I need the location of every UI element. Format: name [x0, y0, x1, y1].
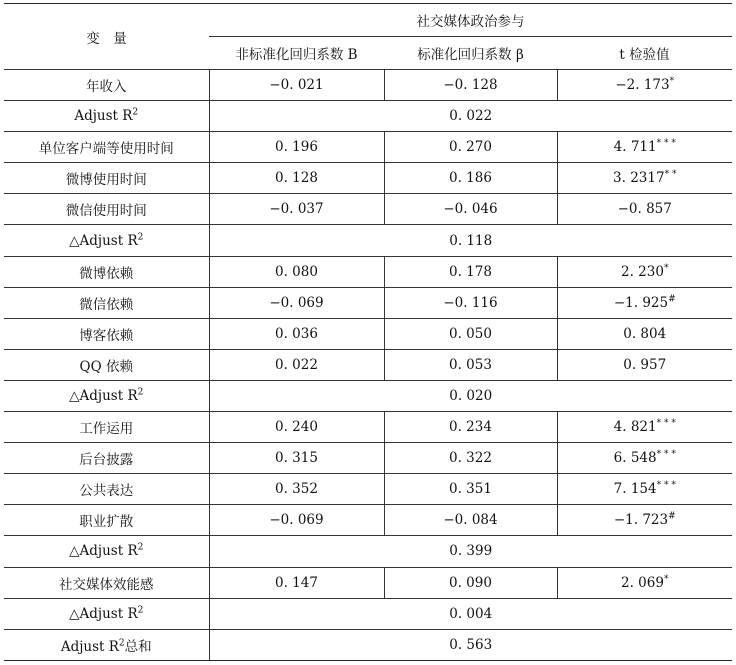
cell-b: 0. 022 [209, 349, 384, 380]
cell-t: 0. 804 [557, 318, 732, 349]
table-row [4, 380, 732, 411]
row-label: 职业扩散 [4, 505, 209, 536]
row-label: 微信依赖 [4, 287, 209, 318]
cell-b: −0. 021 [209, 70, 384, 101]
cell-t: −1. 723# [557, 505, 732, 536]
cell-b: −0. 069 [209, 287, 384, 318]
significance-mark: # [668, 294, 676, 305]
cell-beta: −0. 046 [384, 194, 557, 225]
cell-beta: 0. 050 [384, 318, 557, 349]
superscript: 2 [137, 542, 144, 553]
significance-mark: * * [664, 169, 677, 180]
row-label: 年收入 [4, 70, 209, 101]
row-label: 微博使用时间 [4, 163, 209, 194]
table-row [4, 629, 732, 660]
superscript: 2 [132, 107, 139, 118]
significance-mark: * * * [656, 449, 676, 460]
cell-t: 4. 711* * * [557, 132, 732, 163]
header-col-t: t 检验值 [557, 37, 732, 70]
header-group: 社交媒体政治参与 [209, 4, 732, 37]
cell-t: 2. 230* [557, 256, 732, 287]
merged-value: 0. 022 [209, 101, 732, 132]
row-label: QQ 依赖 [4, 349, 209, 380]
cell-beta: 0. 090 [384, 567, 557, 598]
row-label: △Adjust $R^2$ [4, 598, 209, 629]
cell-t: 2. 069* [557, 567, 732, 598]
cell-beta: 0. 270 [384, 132, 557, 163]
table-body [4, 70, 732, 661]
header-variable: 变 量 [4, 4, 209, 70]
row-label: 后台披露 [4, 443, 209, 474]
merged-value: 0. 118 [209, 225, 732, 256]
cell-t: −1. 925# [557, 287, 732, 318]
row-label: 博客依赖 [4, 318, 209, 349]
cell-b: −0. 037 [209, 194, 384, 225]
cell-beta: 0. 322 [384, 443, 557, 474]
significance-mark: # [668, 511, 676, 522]
significance-mark: * [669, 76, 675, 87]
table-row [4, 287, 732, 318]
table-row [4, 598, 732, 629]
table-row [4, 567, 732, 598]
superscript: 2 [137, 605, 144, 616]
table-row [4, 443, 732, 474]
header-col-b: 非标准化回归系数 B [209, 37, 384, 70]
table-row [4, 318, 732, 349]
cell-t: 3. 2317* * [557, 163, 732, 194]
merged-value: 0. 563 [209, 629, 732, 660]
row-label: △Adjust $R^2$ [4, 225, 209, 256]
row-label: 单位客户端等使用时间 [4, 132, 209, 163]
row-label: 工作运用 [4, 412, 209, 443]
table-row [4, 101, 732, 132]
significance-mark: * * * [656, 138, 676, 149]
cell-beta: 0. 351 [384, 474, 557, 505]
table-row [4, 349, 732, 380]
cell-beta: 0. 186 [384, 163, 557, 194]
merged-value: 0. 399 [209, 536, 732, 567]
table-row [4, 194, 732, 225]
cell-beta: −0. 084 [384, 505, 557, 536]
superscript: 2 [137, 387, 144, 398]
table-row [4, 256, 732, 287]
superscript: 2 [137, 232, 144, 243]
regression-table [4, 3, 732, 661]
row-label: 微博依赖 [4, 256, 209, 287]
row-label: △Adjust $R^2$ [4, 536, 209, 567]
row-label: 社交媒体效能感 [4, 567, 209, 598]
row-label: Adjust $R^2$总和 [4, 629, 209, 660]
row-label: 微信使用时间 [4, 194, 209, 225]
cell-t: −2. 173* [557, 70, 732, 101]
header-col-beta: 标准化回归系数 β [384, 37, 557, 70]
cell-beta: 0. 053 [384, 349, 557, 380]
cell-b: 0. 128 [209, 163, 384, 194]
cell-b: 0. 240 [209, 412, 384, 443]
cell-b: 0. 196 [209, 132, 384, 163]
table-row [4, 225, 732, 256]
cell-b: 0. 315 [209, 443, 384, 474]
table-row [4, 412, 732, 443]
row-label: Adjust $R^2$ [4, 101, 209, 132]
significance-mark: * [663, 263, 669, 274]
table-row [4, 505, 732, 536]
table-row [4, 474, 732, 505]
superscript: 2 [118, 638, 125, 649]
cell-b: 0. 080 [209, 256, 384, 287]
row-label: △Adjust $R^2$ [4, 380, 209, 411]
cell-t: 4. 821* * * [557, 412, 732, 443]
cell-beta: −0. 128 [384, 70, 557, 101]
cell-t: −0. 857 [557, 194, 732, 225]
merged-value: 0. 020 [209, 380, 732, 411]
row-label: 公共表达 [4, 474, 209, 505]
table-row [4, 536, 732, 567]
cell-beta: 0. 178 [384, 256, 557, 287]
cell-t: 7. 154* * * [557, 474, 732, 505]
cell-b: 0. 147 [209, 567, 384, 598]
table-row [4, 163, 732, 194]
cell-beta: −0. 116 [384, 287, 557, 318]
cell-b: 0. 036 [209, 318, 384, 349]
header-row-group [4, 4, 732, 37]
significance-mark: * * * [656, 418, 676, 429]
table-row [4, 70, 732, 101]
cell-t: 6. 548* * * [557, 443, 732, 474]
cell-b: −0. 069 [209, 505, 384, 536]
table-row [4, 132, 732, 163]
significance-mark: * * * [656, 480, 676, 491]
cell-b: 0. 352 [209, 474, 384, 505]
merged-value: 0. 004 [209, 598, 732, 629]
cell-t: 0. 957 [557, 349, 732, 380]
cell-beta: 0. 234 [384, 412, 557, 443]
significance-mark: * [663, 574, 669, 585]
